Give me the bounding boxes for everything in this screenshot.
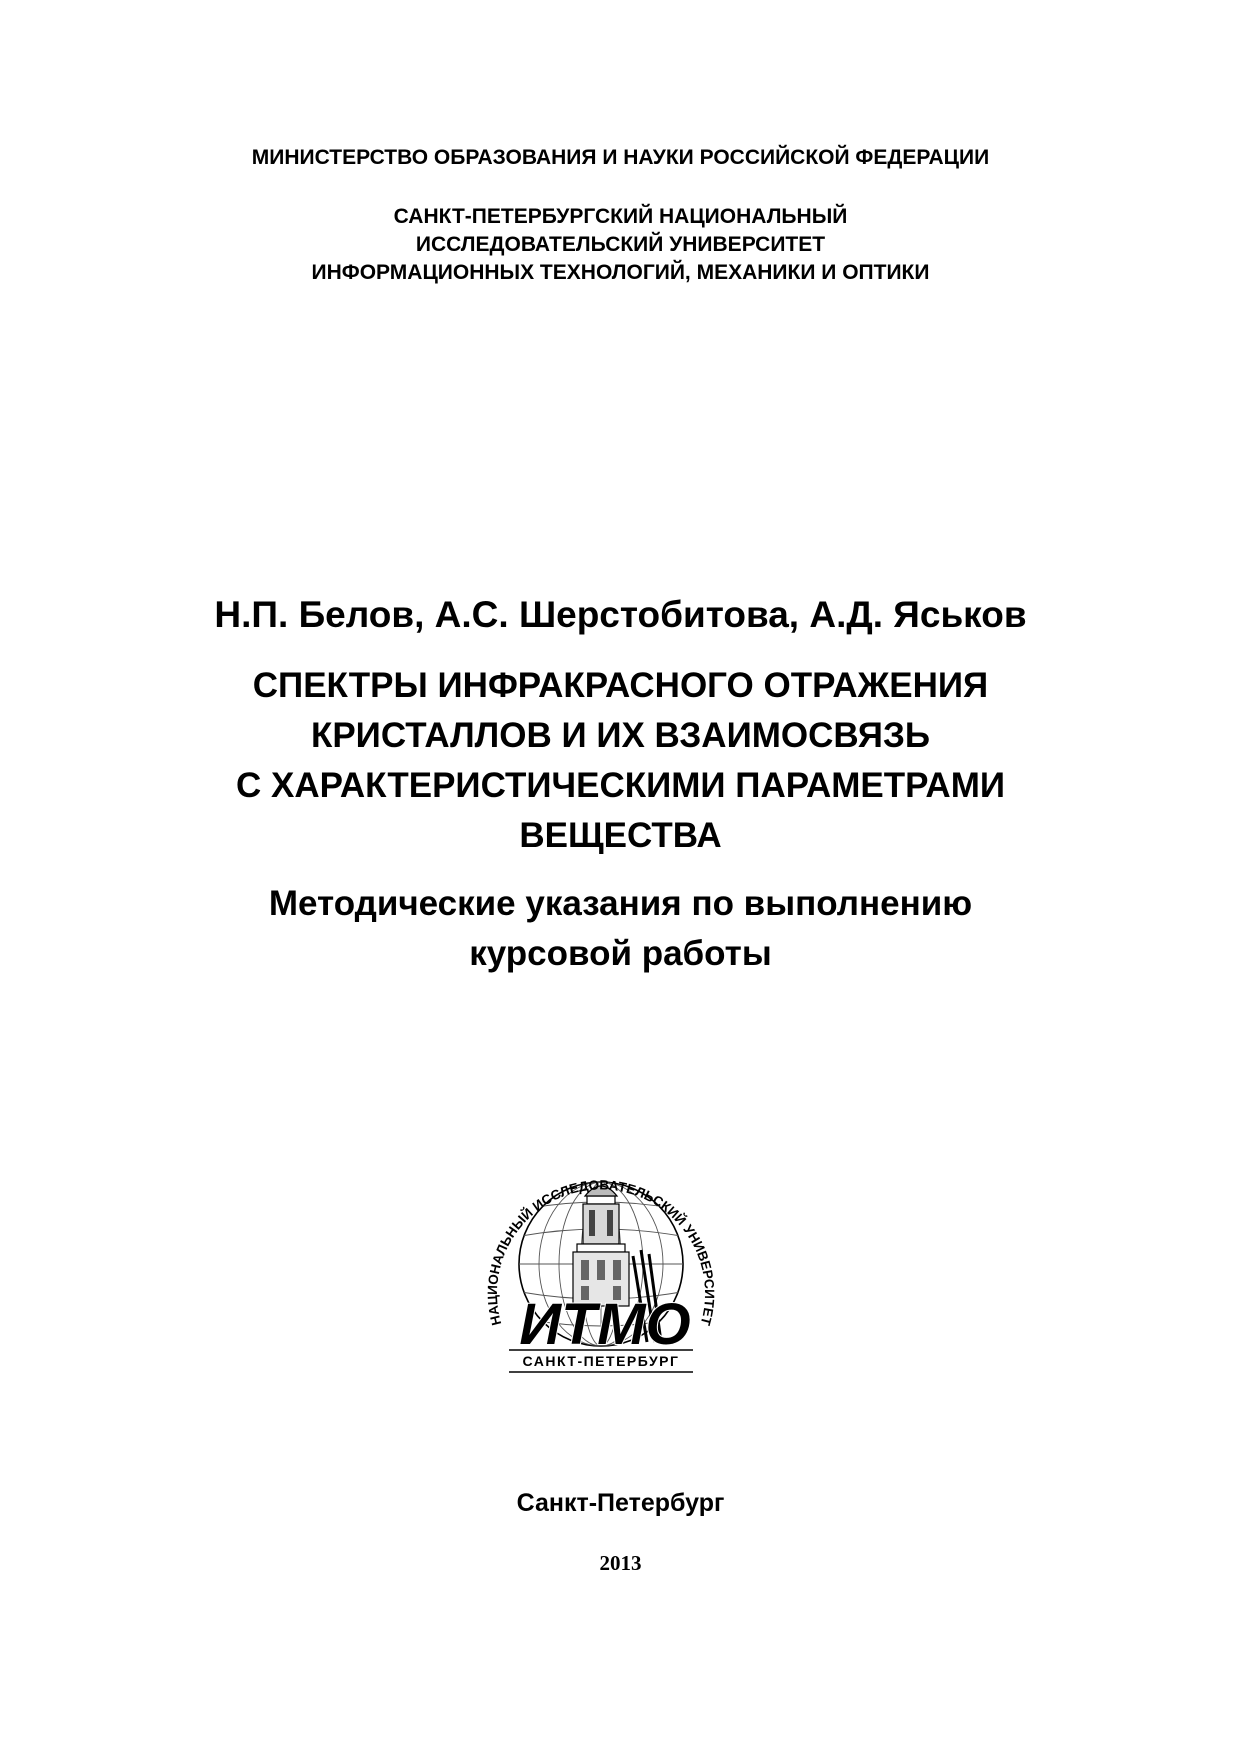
city: Санкт-Петербург bbox=[516, 1489, 725, 1517]
title-line-4: ВЕЩЕСТВА bbox=[519, 816, 722, 855]
university-line-3: ИНФОРМАЦИОННЫХ ТЕХНОЛОГИЙ, МЕХАНИКИ И ОПТИКИ bbox=[311, 261, 930, 284]
subtitle-line-1: Методические указания по выполнению bbox=[268, 884, 973, 923]
tower-icon bbox=[573, 1186, 629, 1306]
subtitle-line-2: курсовой работы bbox=[469, 934, 772, 973]
ministry-heading: МИНИСТЕРСТВО ОБРАЗОВАНИЯ И НАУКИ РОССИЙСКОЙ ФЕДЕРАЦИИ bbox=[251, 146, 990, 169]
university-line-2: ИССЛЕДОВАТЕЛЬСКИЙ УНИВЕРСИТЕТ bbox=[415, 233, 826, 256]
logo-arc-text: НАЦИОНАЛЬНЫЙ ИССЛЕДОВАТЕЛЬСКИЙ УНИВЕРСИТЕТ bbox=[484, 1177, 718, 1327]
year: 2013 bbox=[599, 1551, 642, 1575]
authors: Н.П. Белов, А.С. Шерстобитова, А.Д. Яськов bbox=[214, 594, 1027, 635]
logo-wordmark: ИТМО bbox=[519, 1292, 691, 1357]
logo-city-band: САНКТ-ПЕТЕРБУРГ bbox=[522, 1353, 680, 1369]
title-line-1: СПЕКТРЫ ИНФРАКРАСНОГО ОТРАЖЕНИЯ bbox=[252, 666, 989, 705]
title-line-2: КРИСТАЛЛОВ И ИХ ВЗАИМОСВЯЗЬ bbox=[310, 716, 931, 755]
university-line-1: САНКТ-ПЕТЕРБУРГСКИЙ НАЦИОНАЛЬНЫЙ bbox=[393, 205, 848, 228]
itmo-logo bbox=[461, 1146, 741, 1378]
title-line-3: С ХАРАКТЕРИСТИЧЕСКИМИ ПАРАМЕТРАМИ bbox=[235, 766, 1006, 805]
